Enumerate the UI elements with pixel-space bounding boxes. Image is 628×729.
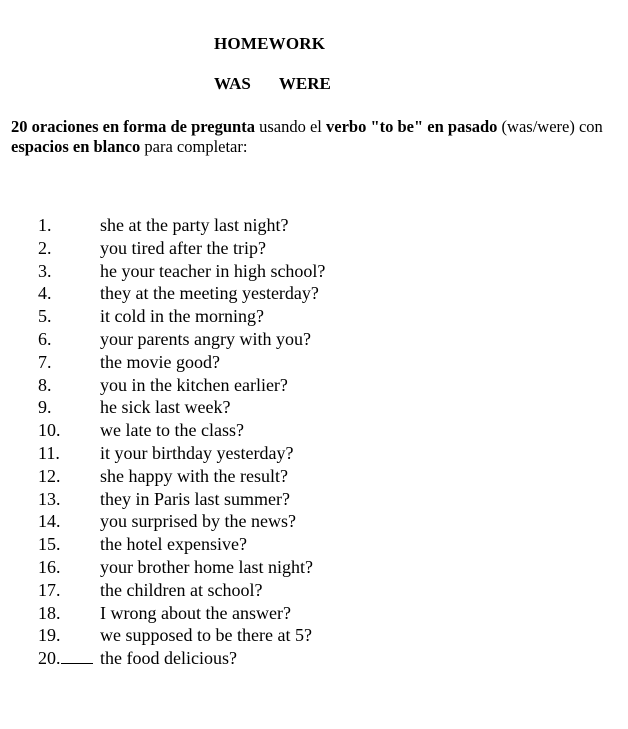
item-number: 19. [38,625,61,646]
item-text: they at the meeting yesterday? [100,283,319,304]
item-text: you tired after the trip? [100,237,266,258]
item-number: 17. [38,579,61,600]
item-number: 8. [38,374,52,395]
intro-bold-1: 20 oraciones en forma de pregunta [11,117,255,136]
item-number: 16. [38,556,61,577]
intro-text-6: para completar: [140,137,248,156]
item-number [38,647,93,670]
intro-bold-5: espacios en blanco [11,137,141,156]
item-text: I wrong about the answer? [100,602,291,623]
item-number: 12. [38,465,61,486]
instructions-paragraph [11,117,623,157]
item-text: they in Paris last summer? [100,488,290,509]
item-text: you in the kitchen earlier? [100,374,288,395]
item-text: your parents angry with you? [100,328,311,349]
item-text: we late to the class? [100,420,244,441]
item-text: the food delicious? [100,648,237,669]
item-number: 11. [38,442,60,463]
document-title: HOMEWORK [214,34,326,53]
item-text: the movie good? [100,351,220,372]
item-number: 10. [38,420,61,441]
item-text: he your teacher in high school? [100,260,326,281]
item-text: it cold in the morning? [100,306,264,327]
item-number: 18. [38,602,61,623]
subtitle-was: WAS [214,74,251,93]
item-number: 5. [38,306,52,327]
item-number: 1. [38,215,52,235]
item-number: 7. [38,351,52,372]
item-text: she happy with the result? [100,465,288,486]
intro-text-4: (was/were) con [497,117,603,136]
item-text: it your birthday yesterday? [100,442,294,463]
item-text: you surprised by the news? [100,511,296,532]
item-text: the hotel expensive? [100,534,247,555]
item-number: 4. [38,283,52,304]
item-number: 3. [38,260,52,281]
item-number: 9. [38,397,52,418]
answer-blank-line [61,647,93,664]
subtitle-were: WERE [278,74,331,93]
item-number: 14. [38,511,61,532]
intro-bold-3: verbo "to be" en pasado [326,117,498,136]
intro-text-2: usando el [254,117,326,136]
item-number: 13. [38,488,61,509]
item-text: she at the party last night? [100,215,289,235]
item-number: 6. [38,328,52,349]
item-number: 15. [38,534,61,555]
item-text: he sick last week? [100,397,231,418]
document-subtitle [214,74,331,94]
item-text: your brother home last night? [100,556,313,577]
item-text: the children at school? [100,579,263,600]
item-number-text: 20. [38,648,61,669]
item-text: we supposed to be there at 5? [100,625,312,646]
item-number: 2. [38,237,52,258]
